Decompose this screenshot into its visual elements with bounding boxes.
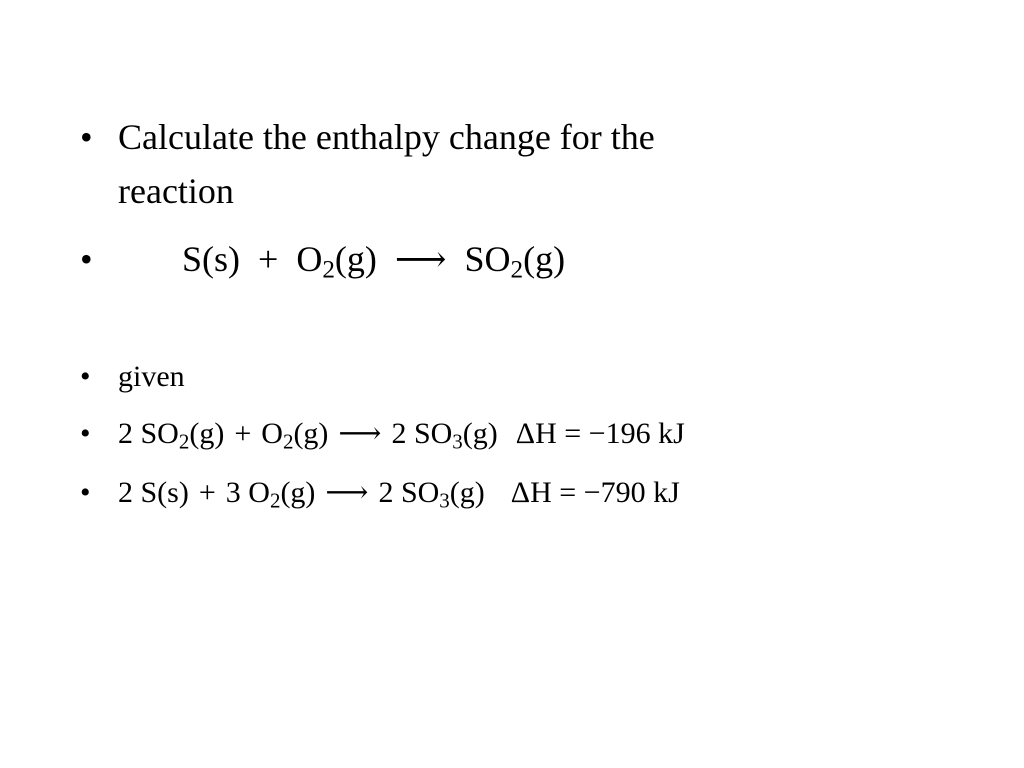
enthalpy-value-2: ΔH = −790 kJ: [510, 476, 680, 509]
given-equation-2: 2 S(s) + 3 $O_2(g)$ ⟶ 2 $SO_3(g) \Delta H = -790$ kJ: [118, 473, 680, 513]
bullet-glyph: •: [80, 476, 91, 509]
reactant-sulfur: S(s): [182, 239, 241, 279]
bullet-glyph: •: [80, 360, 91, 393]
plus-sign: +: [198, 476, 216, 509]
reactant-sulfur-dioxide: $SO_2(g)$: [140, 417, 225, 454]
instruction-line-2: reaction: [118, 171, 234, 211]
product-sulfur-trioxide: $SO_3(g)$: [413, 417, 498, 454]
target-reaction-equation: [182, 232, 565, 286]
bullet-glyph: •: [80, 117, 93, 157]
bullet-glyph: •: [80, 417, 91, 450]
given-label: given: [118, 360, 185, 393]
given-equation-1: 2 $SO_2(g) + O_2(g)$ ⟶ 2 $SO_3(g) \Delta H = -196$ kJ: [118, 414, 685, 454]
reactant-sulfur: S(s): [140, 476, 189, 509]
reactant-oxygen: $O_2(g)$: [248, 476, 316, 513]
plus-sign: +: [258, 239, 279, 279]
product-sulfur-dioxide: $SO_2(g)$: [464, 239, 566, 284]
plus-sign: +: [234, 417, 252, 450]
reaction-arrow-icon: ⟶: [338, 417, 382, 450]
bullet-glyph: •: [80, 239, 93, 279]
reactant-oxygen: $O_2(g)$: [261, 417, 329, 454]
product-sulfur-trioxide: $SO_3(g)$: [400, 476, 485, 513]
reactant-oxygen: $O_2(g)$: [296, 239, 377, 284]
reaction-arrow-icon: ⟶: [325, 476, 369, 509]
enthalpy-value-1: ΔH = −196 kJ: [515, 417, 685, 450]
instruction-line-1: Calculate the enthalpy change for the: [118, 117, 655, 157]
reaction-arrow-icon: ⟶: [394, 239, 447, 279]
